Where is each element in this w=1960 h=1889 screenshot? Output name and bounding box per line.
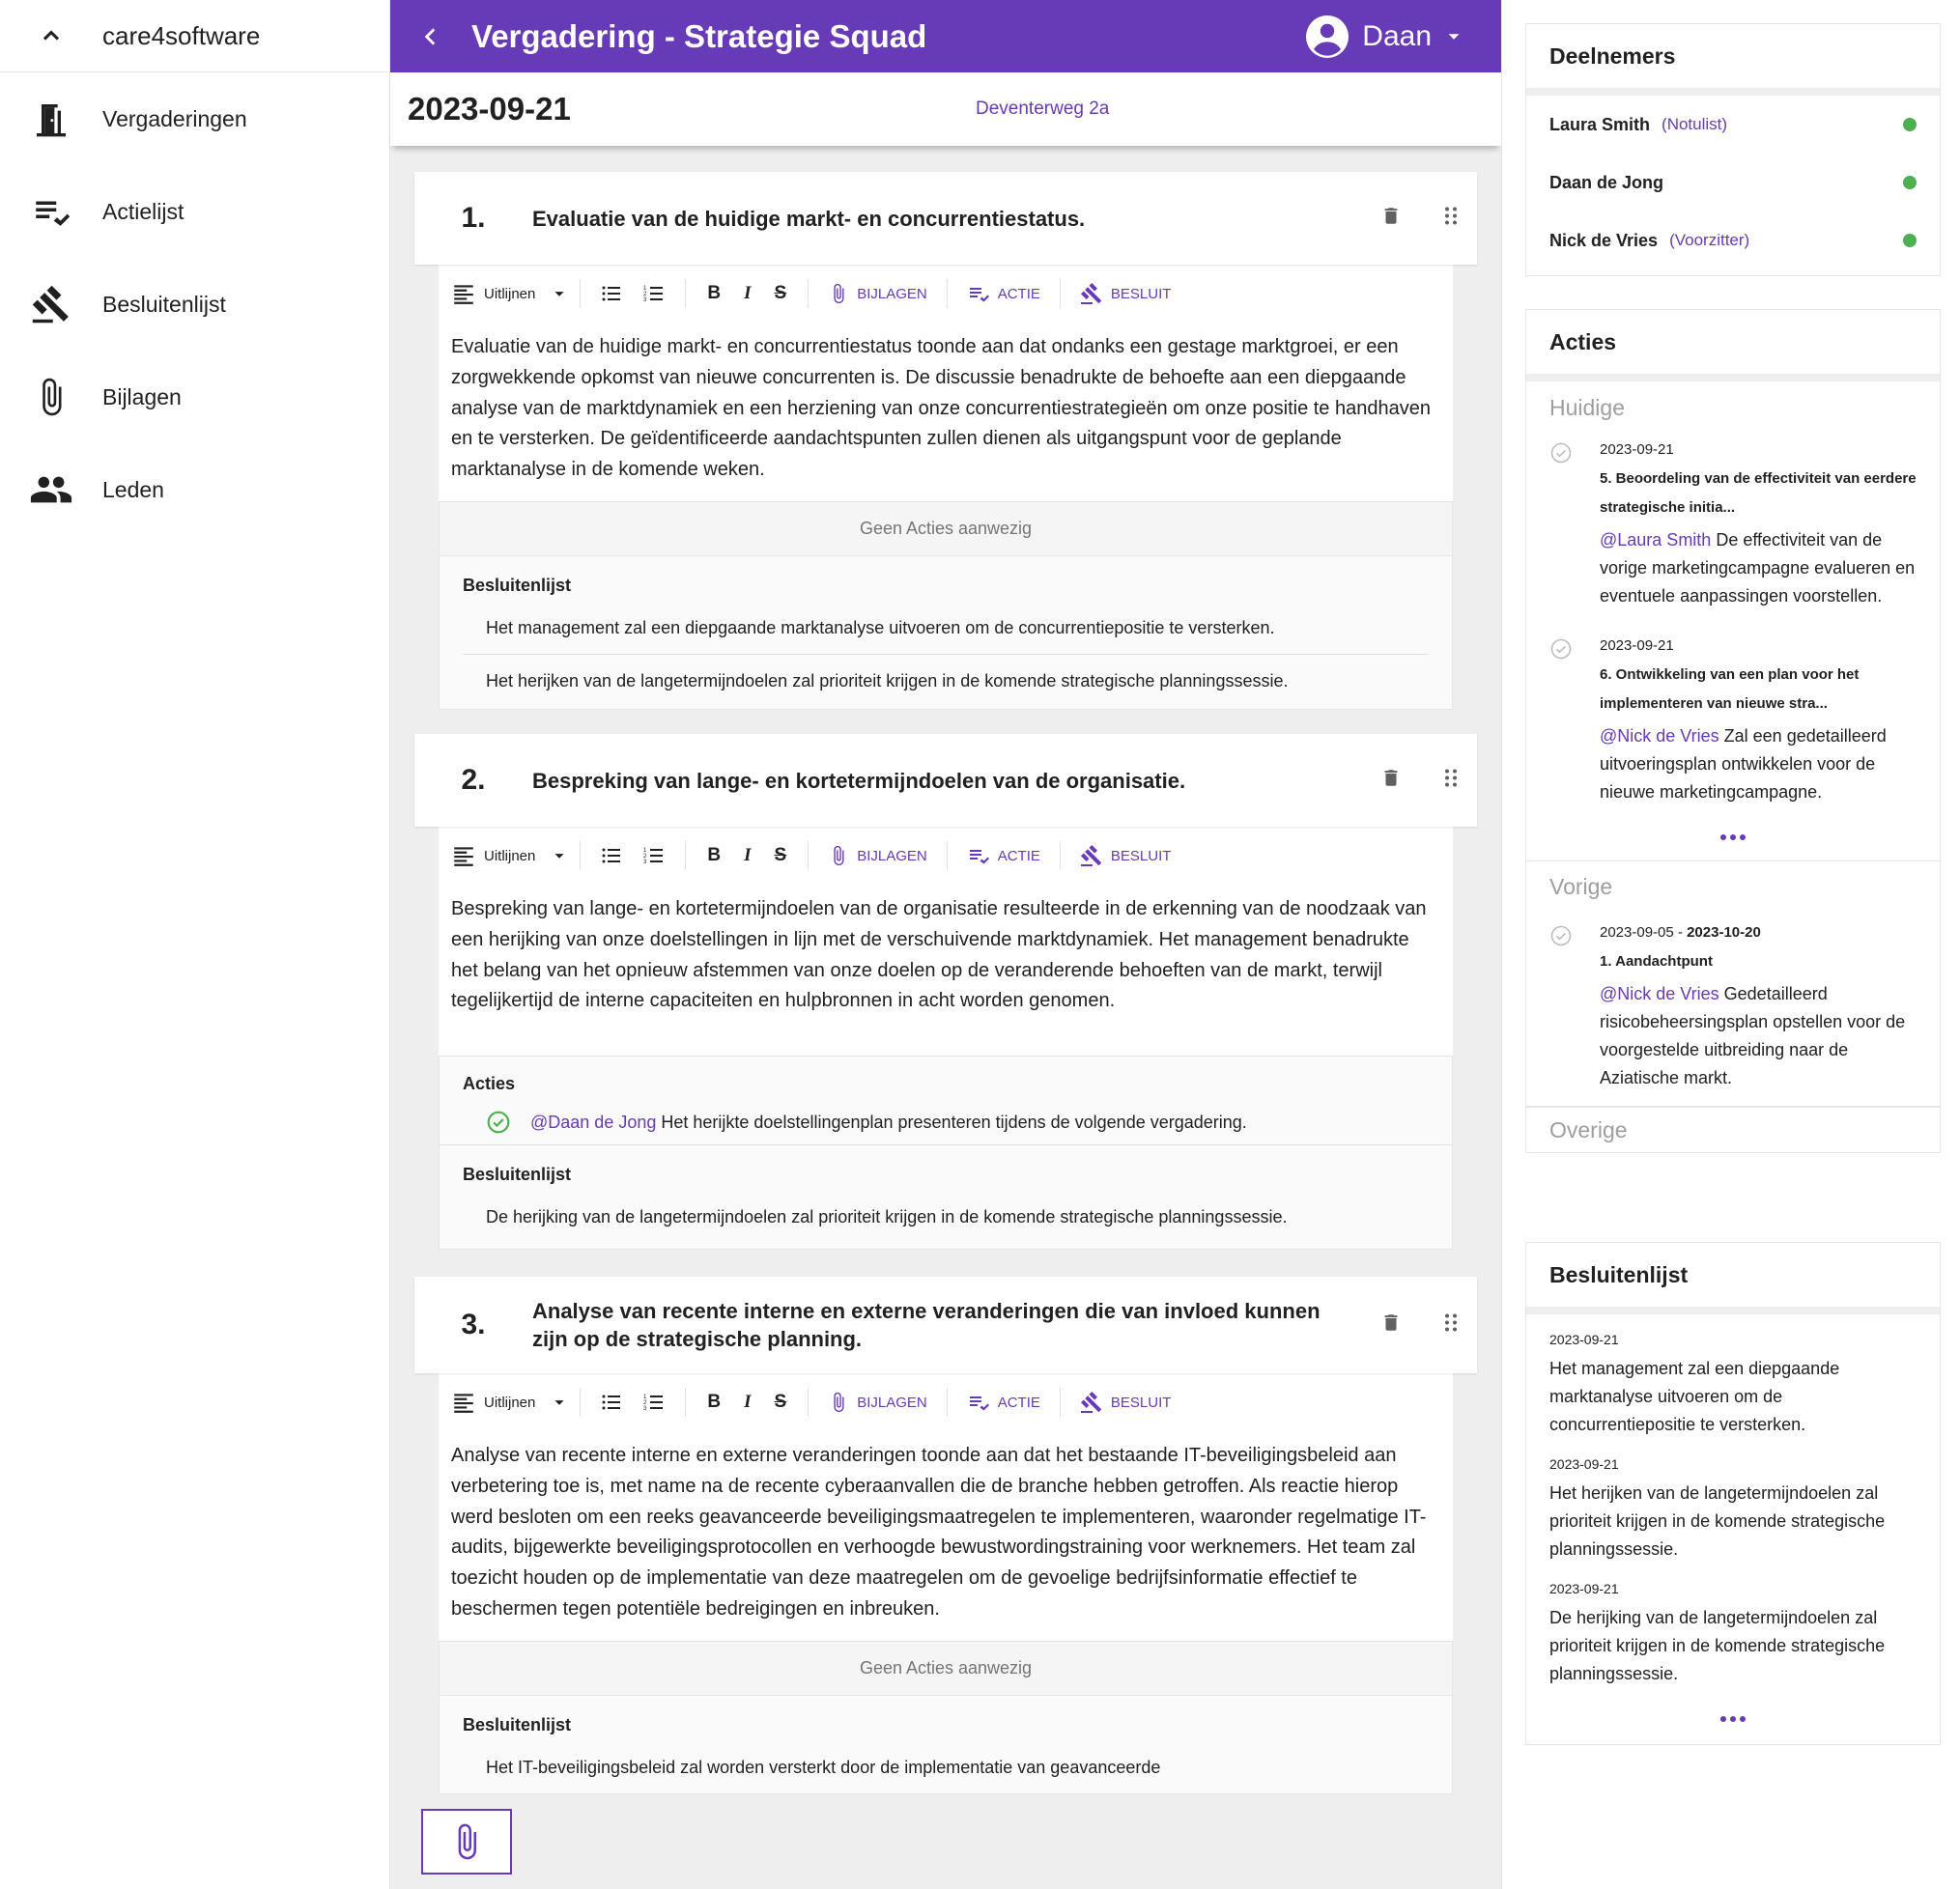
numbered-list-icon[interactable] bbox=[642, 836, 666, 875]
more-icon[interactable] bbox=[1526, 820, 1940, 855]
action-date: 2023-09-21 bbox=[1600, 441, 1674, 458]
participant-role: (Voorzitter) bbox=[1669, 231, 1750, 249]
align-dropdown[interactable] bbox=[451, 836, 570, 875]
action-text: Het herijkte doelstellingenplan presenteren tijdens de volgende vergadering. bbox=[661, 1112, 1247, 1132]
action-label: ACTIE bbox=[997, 847, 1040, 864]
action-list-item[interactable] bbox=[1526, 635, 1940, 806]
checklist-icon bbox=[967, 844, 990, 867]
svg-text:3: 3 bbox=[643, 297, 647, 303]
action-list-item[interactable] bbox=[1526, 922, 1940, 1106]
check-circle-outline-icon bbox=[1549, 924, 1573, 947]
decision-date: 2023-09-21 bbox=[1549, 1456, 1619, 1472]
bullet-list-icon[interactable] bbox=[600, 836, 623, 875]
add-action-button[interactable] bbox=[967, 1383, 1040, 1422]
paperclip-icon bbox=[828, 283, 849, 304]
action-date-due: 2023-10-20 bbox=[1687, 924, 1761, 941]
participant-name: Daan de Jong bbox=[1549, 172, 1664, 192]
decision-item: Het management zal een diepgaande marktanalyse uitvoeren om de concurrentiepositie te versterken. bbox=[486, 617, 1275, 637]
top-app-bar bbox=[390, 0, 1501, 72]
sidebar-item-label: Leden bbox=[102, 476, 164, 502]
decision-text: Het herijken van de langetermijndoelen zal prioriteit krijgen in de komende strategische planningssessie. bbox=[1549, 1483, 1886, 1559]
agenda-item bbox=[414, 172, 1477, 710]
agenda-title: Evaluatie van de huidige markt- en concurrentiestatus. bbox=[532, 206, 1086, 231]
actions-title: Acties bbox=[1526, 310, 1940, 381]
check-circle-outline-icon bbox=[1549, 637, 1573, 661]
rich-text-editor[interactable] bbox=[439, 1373, 1453, 1641]
decision-list-item[interactable] bbox=[1526, 1581, 1940, 1688]
action-label: ACTIE bbox=[997, 1394, 1040, 1411]
toolbar-divider bbox=[1060, 1388, 1061, 1417]
bold-icon[interactable]: B bbox=[707, 845, 722, 865]
strikethrough-icon[interactable]: S bbox=[774, 283, 787, 303]
add-action-button[interactable] bbox=[967, 274, 1040, 313]
toolbar-divider bbox=[808, 1388, 809, 1417]
check-circle-icon bbox=[486, 1110, 511, 1135]
agenda-item-header bbox=[414, 172, 1477, 265]
sidebar-item-leden[interactable] bbox=[0, 443, 389, 536]
gavel-icon bbox=[1080, 844, 1103, 867]
decisions-card bbox=[1525, 1242, 1941, 1745]
status-dot bbox=[1903, 234, 1917, 247]
svg-text:3: 3 bbox=[643, 860, 647, 865]
paperclip-icon bbox=[828, 1392, 849, 1413]
decision-label: BESLUIT bbox=[1110, 1394, 1172, 1411]
agenda-item-panel bbox=[439, 1641, 1453, 1794]
user-menu[interactable] bbox=[1304, 14, 1464, 60]
align-dropdown[interactable] bbox=[451, 1383, 570, 1422]
toolbar-divider bbox=[580, 841, 581, 870]
toolbar-divider bbox=[685, 841, 686, 870]
align-left-icon bbox=[451, 281, 476, 306]
toolbar-divider bbox=[580, 1388, 581, 1417]
agenda-item-panel bbox=[439, 501, 1453, 710]
drag-handle-icon[interactable] bbox=[1439, 1311, 1463, 1339]
sidebar-item-bijlagen[interactable] bbox=[0, 351, 389, 443]
attachments-label: BIJLAGEN bbox=[857, 285, 927, 302]
svg-text:2: 2 bbox=[643, 1400, 647, 1406]
strikethrough-icon[interactable]: S bbox=[774, 845, 787, 865]
delete-icon[interactable] bbox=[1380, 768, 1402, 794]
bullet-list-icon[interactable] bbox=[600, 1383, 623, 1422]
attachments-button[interactable] bbox=[828, 1383, 927, 1422]
editor-content[interactable]: Evaluatie van de huidige markt- en concurrentiestatus toonde aan dat ondanks een gestage marktgroei, er een zorgwekkende opkomst van nieuwe concurrenten is. De discussie benadrukte de behoefte aan een diepgaande analyse van de marktdynamiek en een herziening van onze concurrentiestrategieën om onze positie te handhaven en te versterken. De geïdentificeerde aandachtspunten zullen dienen als uitgangspunt voor de geplande marktanalyse in de komende weken. bbox=[451, 336, 1431, 481]
toolbar-divider bbox=[808, 841, 809, 870]
action-date: 2023-09-21 bbox=[1600, 637, 1674, 654]
sidebar bbox=[0, 0, 390, 1889]
paperclip-icon bbox=[447, 1822, 486, 1861]
more-icon[interactable] bbox=[1526, 1702, 1940, 1736]
drag-handle-icon[interactable] bbox=[1439, 767, 1463, 795]
editor-toolbar bbox=[439, 1373, 1453, 1431]
sidebar-item-vergaderingen[interactable] bbox=[0, 72, 389, 165]
action-description: De effectiviteit van de vorige marketingcampagne evalueren en eventuele aanpassingen voorstellen. bbox=[1600, 530, 1916, 606]
check-circle-outline-icon bbox=[1549, 441, 1573, 465]
agenda-title: Bespreking van lange- en kortetermijndoelen van de organisatie. bbox=[532, 768, 1186, 793]
align-label: Uitlijnen bbox=[484, 847, 536, 864]
sidebar-item-label: Besluitenlijst bbox=[102, 291, 226, 317]
gavel-icon bbox=[1080, 1391, 1103, 1414]
back-button[interactable] bbox=[390, 24, 471, 49]
caret-down-icon bbox=[549, 845, 570, 866]
checklist-icon bbox=[967, 282, 990, 305]
chevron-up-icon[interactable] bbox=[0, 22, 102, 49]
decisions-title: Besluitenlijst bbox=[463, 1714, 572, 1734]
gavel-icon bbox=[0, 284, 102, 324]
meeting-location-link[interactable]: Deventerweg 2a bbox=[976, 99, 1110, 119]
action-description: Zal een gedetailleerd uitvoeringsplan ontwikkelen voor de nieuwe marketingcampagne. bbox=[1600, 726, 1887, 802]
svg-text:2: 2 bbox=[643, 292, 647, 297]
decision-text: Het management zal een diepgaande marktanalyse uitvoeren om de concurrentiepositie te versterken. bbox=[1549, 1359, 1840, 1434]
decision-date: 2023-09-21 bbox=[1549, 1332, 1619, 1347]
action-agenda-title: 1. Aandachtpunt bbox=[1600, 953, 1713, 970]
sidebar-item-label: Bijlagen bbox=[102, 383, 182, 409]
caret-down-icon bbox=[549, 1392, 570, 1413]
checklist-icon bbox=[967, 1391, 990, 1414]
numbered-list-icon[interactable] bbox=[642, 274, 666, 313]
add-action-button[interactable] bbox=[967, 836, 1040, 875]
toolbar-divider bbox=[1060, 841, 1061, 870]
checklist-icon bbox=[0, 191, 102, 232]
align-dropdown[interactable] bbox=[451, 274, 570, 313]
action-mention[interactable]: @Nick de Vries bbox=[1600, 726, 1719, 746]
main-content bbox=[390, 0, 1501, 1889]
paperclip-icon bbox=[0, 377, 102, 417]
participant-item[interactable] bbox=[1526, 211, 1940, 269]
add-decision-button[interactable] bbox=[1080, 1383, 1172, 1422]
caret-down-icon bbox=[549, 283, 570, 304]
bold-icon[interactable]: B bbox=[707, 283, 722, 303]
decision-label: BESLUIT bbox=[1110, 847, 1172, 864]
action-agenda-title: 5. Beoordeling van de effectiviteit van eerdere strategische initia... bbox=[1600, 470, 1917, 516]
status-dot bbox=[1903, 118, 1917, 131]
toolbar-divider bbox=[947, 1388, 948, 1417]
toolbar-divider bbox=[947, 841, 948, 870]
attachments-button[interactable] bbox=[828, 836, 927, 875]
decision-list-item[interactable] bbox=[1526, 1456, 1940, 1564]
sidebar-item-besluitenlijst[interactable] bbox=[0, 258, 389, 351]
svg-text:2: 2 bbox=[643, 854, 647, 860]
participant-item[interactable] bbox=[1526, 154, 1940, 211]
rich-text-editor[interactable] bbox=[439, 265, 1453, 501]
group-label-previous[interactable]: Vorige bbox=[1526, 860, 1940, 913]
decision-item: Het IT-beveiligingsbeleid zal worden versterkt door de implementatie van geavanceerde bbox=[486, 1757, 1161, 1777]
editor-content[interactable]: Analyse van recente interne en externe veranderingen toonde aan dat het bestaande IT-beveiligingsbeleid aan verbetering toe is, met name na de recente cyberaanvallen die de branche hebben getroffen. Als reactie hierop werd besloten om een reeks geavanceerde beveiligingsmaatregelen te implementeren, waaronder regelmatige IT-audits, bijgewerkte beveiligingsprotocollen en verhoogde bewustwordingstraining voor werknemers. Het team zal toezicht houden op de implementatie van deze maatregelen om de gevoelige bedrijfsinformatie effectief te beschermen tegen potentiële bedreigingen en inbreuken. bbox=[451, 1445, 1427, 1620]
decision-item: Het herijken van de langetermijndoelen zal prioriteit krijgen in de komende strategische planningssessie. bbox=[486, 670, 1289, 691]
participant-name: Laura Smith bbox=[1549, 114, 1651, 134]
brand-name: care4software bbox=[102, 20, 261, 50]
numbered-list-icon[interactable] bbox=[642, 1383, 666, 1422]
decisions-title: Besluitenlijst bbox=[463, 575, 572, 595]
action-mention[interactable]: @Daan de Jong bbox=[530, 1112, 657, 1132]
agenda-number: 1. bbox=[461, 202, 486, 234]
action-date-from: 2023-09-05 bbox=[1600, 924, 1674, 941]
decision-list-item[interactable] bbox=[1526, 1332, 1940, 1439]
italic-icon[interactable]: I bbox=[744, 845, 752, 865]
editor-content[interactable]: Bespreking van lange- en kortetermijndoelen van de organisatie resulteerde in de erkenning van de noodzaak van een herijking van onze doelstellingen in lijn met de verschuivende marktdynamiek. Het management benadrukte het belang van het opnieuw afstemmen van onze doelen op de veranderende behoeften van de markt, terwijl tegelijkertijd de interne capaciteiten en hulpbronnen in acht worden genomen. bbox=[451, 898, 1427, 1012]
action-label: ACTIE bbox=[997, 285, 1040, 302]
action-description: Gedetailleerd risicobeheersingsplan opstellen voor de voorgestelde uitbreiding naar de Aziatische markt. bbox=[1600, 984, 1906, 1087]
delete-icon[interactable] bbox=[1380, 206, 1402, 232]
participant-item[interactable] bbox=[1526, 96, 1940, 154]
decision-label: BESLUIT bbox=[1110, 285, 1172, 302]
bullet-list-icon[interactable] bbox=[600, 274, 623, 313]
align-label: Uitlijnen bbox=[484, 285, 536, 302]
participants-title: Deelnemers bbox=[1526, 24, 1940, 96]
action-agenda-title: 6. Ontwikkeling van een plan voor het implementeren van nieuwe stra... bbox=[1600, 666, 1860, 712]
svg-text:3: 3 bbox=[643, 1406, 647, 1412]
svg-text:1: 1 bbox=[643, 848, 647, 854]
sidebar-header bbox=[0, 0, 389, 72]
agenda-number: 3. bbox=[461, 1309, 486, 1340]
door-icon bbox=[0, 99, 102, 138]
svg-text:1: 1 bbox=[643, 1395, 647, 1400]
agenda-scroll-area[interactable] bbox=[390, 146, 1501, 1777]
bold-icon[interactable]: B bbox=[707, 1392, 722, 1412]
paperclip-icon bbox=[828, 845, 849, 866]
decision-date: 2023-09-21 bbox=[1549, 1581, 1619, 1596]
sidebar-item-actielijst[interactable] bbox=[0, 165, 389, 258]
account-circle-icon bbox=[1304, 14, 1350, 60]
group-label-other[interactable]: Overige bbox=[1526, 1106, 1940, 1152]
status-dot bbox=[1903, 176, 1917, 189]
participant-name: Nick de Vries bbox=[1549, 230, 1659, 250]
strikethrough-icon[interactable]: S bbox=[774, 1392, 787, 1412]
sidebar-item-label: Vergaderingen bbox=[102, 105, 247, 131]
toolbar-divider bbox=[685, 1388, 686, 1417]
right-panel bbox=[1501, 0, 1960, 1889]
chevron-left-icon bbox=[418, 24, 443, 49]
agenda-item-header bbox=[414, 1277, 1477, 1373]
agenda-item bbox=[414, 1277, 1477, 1794]
gavel-icon bbox=[1080, 282, 1103, 305]
participants-card bbox=[1525, 23, 1941, 276]
action-list-item[interactable] bbox=[1526, 439, 1940, 610]
no-actions-label: Geen Acties aanwezig bbox=[440, 502, 1452, 556]
toolbar-divider bbox=[808, 279, 809, 308]
attachments-button[interactable] bbox=[828, 274, 927, 313]
attachments-label: BIJLAGEN bbox=[857, 847, 927, 864]
drag-handle-icon[interactable] bbox=[1439, 205, 1463, 233]
decision-item: De herijking van de langetermijndoelen zal prioriteit krijgen in de komende strategische planningssessie. bbox=[486, 1207, 1288, 1227]
add-decision-button[interactable] bbox=[1080, 274, 1172, 313]
attachments-label: BIJLAGEN bbox=[857, 1394, 927, 1411]
align-left-icon bbox=[451, 1390, 476, 1415]
no-actions-label: Geen Acties aanwezig bbox=[440, 1642, 1452, 1696]
sidebar-item-label: Actielijst bbox=[102, 198, 185, 224]
group-label-current[interactable]: Huidige bbox=[1549, 394, 1625, 420]
agenda-item-panel bbox=[439, 1056, 1453, 1250]
action-mention[interactable]: @Nick de Vries bbox=[1600, 984, 1719, 1003]
meeting-info-bar bbox=[390, 72, 1501, 146]
action-mention[interactable]: @Laura Smith bbox=[1600, 530, 1712, 550]
agenda-title: Analyse van recente interne en externe veranderingen die van invloed kunnen zijn op de strategische planning. bbox=[532, 1299, 1321, 1351]
user-name: Daan bbox=[1362, 19, 1432, 52]
italic-icon[interactable]: I bbox=[744, 1392, 752, 1412]
delete-icon[interactable] bbox=[1380, 1312, 1402, 1339]
decision-text: De herijking van de langetermijndoelen zal prioriteit krijgen in de komende strategische planningssessie. bbox=[1549, 1608, 1886, 1683]
participant-role: (Notulist) bbox=[1662, 115, 1728, 133]
add-decision-button[interactable] bbox=[1080, 836, 1172, 875]
toolbar-divider bbox=[685, 279, 686, 308]
toolbar-divider bbox=[1060, 279, 1061, 308]
action-item[interactable] bbox=[440, 1104, 1452, 1144]
svg-text:1: 1 bbox=[643, 286, 647, 292]
toolbar-divider bbox=[580, 279, 581, 308]
align-label: Uitlijnen bbox=[484, 1394, 536, 1411]
date-separator: - bbox=[1673, 924, 1688, 941]
caret-down-icon bbox=[1443, 26, 1464, 47]
italic-icon[interactable]: I bbox=[744, 283, 752, 303]
actions-title: Acties bbox=[463, 1074, 516, 1094]
decisions-title: Besluitenlijst bbox=[1526, 1243, 1940, 1314]
toolbar-divider bbox=[947, 279, 948, 308]
agenda-number: 2. bbox=[461, 764, 486, 796]
decisions-title: Besluitenlijst bbox=[463, 1165, 572, 1185]
meeting-date: 2023-09-21 bbox=[408, 91, 571, 127]
rich-text-editor[interactable] bbox=[439, 827, 1453, 1056]
agenda-item-header bbox=[414, 734, 1477, 827]
page-title: Vergadering - Strategie Squad bbox=[471, 17, 927, 54]
agenda-item bbox=[414, 734, 1477, 1250]
actions-card bbox=[1525, 309, 1941, 1153]
people-icon bbox=[0, 467, 102, 512]
attachments-fab[interactable] bbox=[421, 1809, 512, 1875]
align-left-icon bbox=[451, 843, 476, 868]
editor-toolbar bbox=[439, 265, 1453, 323]
editor-toolbar bbox=[439, 827, 1453, 885]
